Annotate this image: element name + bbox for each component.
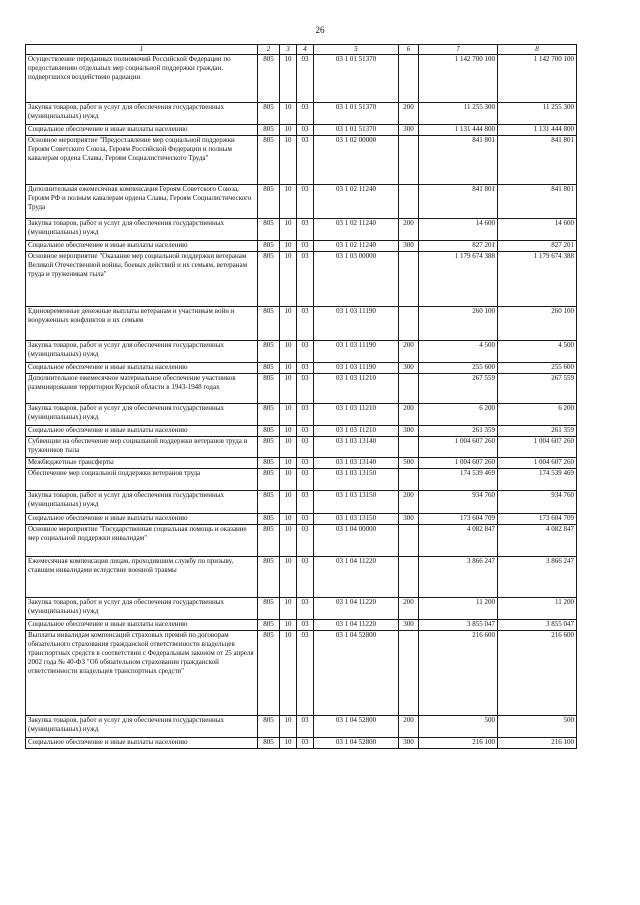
table-row xyxy=(26,598,577,620)
glava-cell: 805 xyxy=(258,363,280,374)
row-name-cell: Закупка товаров, работ и услуг для обеспечения государственных (муниципальных) нужд xyxy=(26,598,258,620)
row-name-cell: Основное мероприятие "Государственная социальная помощь и оказание мер социальной поддержки инвалидам" xyxy=(26,525,258,557)
target-article-cell: 03 1 02 11240 xyxy=(314,241,399,252)
glava-cell: 805 xyxy=(258,631,280,716)
glava-cell: 805 xyxy=(258,514,280,525)
amount-cell: 1 131 444 800 xyxy=(498,125,577,136)
amount-cell: 11 255 300 xyxy=(498,103,577,125)
budget-table xyxy=(25,44,577,749)
amount-cell: 1 004 607 260 xyxy=(419,437,498,458)
amount-cell: 11 200 xyxy=(419,598,498,620)
expense-type-cell: 200 xyxy=(399,716,419,738)
row-name-cell: Выплаты инвалидам компенсаций страховых премий по договорам обязательного страхования гражданской ответственности владельцев транспортных средств в соответствии с Федеральным законом от 25 апреля 2002 года № 40-ФЗ "Об обязательном страховании гражданской ответственности владельцев транспортных средств" xyxy=(26,631,258,716)
expense-type-cell xyxy=(399,55,419,103)
column-number: 6 xyxy=(399,45,419,55)
table-row xyxy=(26,55,577,103)
podrazdel-cell: 03 xyxy=(297,125,314,136)
expense-type-cell: 200 xyxy=(399,598,419,620)
expense-type-cell xyxy=(399,252,419,307)
table-row xyxy=(26,557,577,598)
column-number: 5 xyxy=(314,45,399,55)
podrazdel-cell: 03 xyxy=(297,363,314,374)
target-article-cell: 03 1 01 51370 xyxy=(314,125,399,136)
column-number: 7 xyxy=(419,45,498,55)
glava-cell: 805 xyxy=(258,598,280,620)
expense-type-cell xyxy=(399,437,419,458)
amount-cell: 174 539 469 xyxy=(498,469,577,491)
row-name-cell: Закупка товаров, работ и услуг для обеспечения государственных (муниципальных) нужд xyxy=(26,404,258,426)
razdel-cell: 10 xyxy=(280,437,297,458)
row-name-cell: Социальное обеспечение и иные выплаты населению xyxy=(26,620,258,631)
row-name-cell: Субвенции на обеспечение мер социальной поддержки ветеранов труда и тружеников тыла xyxy=(26,437,258,458)
amount-cell: 1 179 674 388 xyxy=(498,252,577,307)
table-row xyxy=(26,514,577,525)
amount-cell: 500 xyxy=(498,716,577,738)
glava-cell: 805 xyxy=(258,557,280,598)
glava-cell: 805 xyxy=(258,525,280,557)
podrazdel-cell: 03 xyxy=(297,557,314,598)
razdel-cell: 10 xyxy=(280,241,297,252)
table-row xyxy=(26,469,577,491)
table-row xyxy=(26,404,577,426)
amount-cell: 3 866 247 xyxy=(498,557,577,598)
podrazdel-cell: 03 xyxy=(297,458,314,469)
razdel-cell: 10 xyxy=(280,125,297,136)
amount-cell: 1 179 674 388 xyxy=(419,252,498,307)
expense-type-cell xyxy=(399,374,419,404)
amount-cell: 255 600 xyxy=(498,363,577,374)
razdel-cell: 10 xyxy=(280,363,297,374)
target-article-cell: 03 1 03 13140 xyxy=(314,458,399,469)
podrazdel-cell: 03 xyxy=(297,374,314,404)
razdel-cell: 10 xyxy=(280,631,297,716)
target-article-cell: 03 1 03 11210 xyxy=(314,374,399,404)
razdel-cell: 10 xyxy=(280,458,297,469)
razdel-cell: 10 xyxy=(280,55,297,103)
table-row xyxy=(26,241,577,252)
table-row xyxy=(26,341,577,363)
podrazdel-cell: 03 xyxy=(297,738,314,749)
target-article-cell: 03 1 03 11210 xyxy=(314,426,399,437)
expense-type-cell: 300 xyxy=(399,620,419,631)
razdel-cell: 10 xyxy=(280,491,297,514)
target-article-cell: 03 1 02 11240 xyxy=(314,185,399,219)
target-article-cell: 03 1 04 52800 xyxy=(314,716,399,738)
glava-cell: 805 xyxy=(258,426,280,437)
amount-cell: 173 604 709 xyxy=(498,514,577,525)
glava-cell: 805 xyxy=(258,136,280,185)
amount-cell: 1 004 607 260 xyxy=(498,437,577,458)
amount-cell: 11 200 xyxy=(498,598,577,620)
target-article-cell: 03 1 03 11210 xyxy=(314,404,399,426)
razdel-cell: 10 xyxy=(280,738,297,749)
row-name-cell: Закупка товаров, работ и услуг для обеспечения государственных (муниципальных) нужд xyxy=(26,716,258,738)
glava-cell: 805 xyxy=(258,437,280,458)
expense-type-cell: 200 xyxy=(399,219,419,241)
expense-type-cell xyxy=(399,136,419,185)
podrazdel-cell: 03 xyxy=(297,598,314,620)
podrazdel-cell: 03 xyxy=(297,103,314,125)
column-number: 2 xyxy=(258,45,280,55)
podrazdel-cell: 03 xyxy=(297,252,314,307)
amount-cell: 216 600 xyxy=(498,631,577,716)
podrazdel-cell: 03 xyxy=(297,620,314,631)
glava-cell: 805 xyxy=(258,620,280,631)
target-article-cell: 03 1 04 11220 xyxy=(314,620,399,631)
expense-type-cell: 300 xyxy=(399,738,419,749)
expense-type-cell xyxy=(399,185,419,219)
table-row xyxy=(26,219,577,241)
amount-cell: 841 801 xyxy=(498,136,577,185)
amount-cell: 841 801 xyxy=(419,185,498,219)
razdel-cell: 10 xyxy=(280,307,297,341)
podrazdel-cell: 03 xyxy=(297,469,314,491)
target-article-cell: 03 1 02 11240 xyxy=(314,219,399,241)
row-name-cell: Социальное обеспечение и иные выплаты населению xyxy=(26,514,258,525)
glava-cell: 805 xyxy=(258,469,280,491)
row-name-cell: Закупка товаров, работ и услуг для обеспечения государственных (муниципальных) нужд xyxy=(26,341,258,363)
column-number: 3 xyxy=(280,45,297,55)
amount-cell: 261 359 xyxy=(419,426,498,437)
glava-cell: 805 xyxy=(258,185,280,219)
amount-cell: 934 760 xyxy=(498,491,577,514)
row-name-cell: Социальное обеспечение и иные выплаты населению xyxy=(26,426,258,437)
amount-cell: 4 500 xyxy=(498,341,577,363)
target-article-cell: 03 1 04 11220 xyxy=(314,598,399,620)
row-name-cell: Межбюджетные трансферты xyxy=(26,458,258,469)
target-article-cell: 03 1 03 13150 xyxy=(314,514,399,525)
expense-type-cell xyxy=(399,525,419,557)
table-row xyxy=(26,252,577,307)
row-name-cell: Закупка товаров, работ и услуг для обеспечения государственных (муниципальных) нужд xyxy=(26,491,258,514)
glava-cell: 805 xyxy=(258,55,280,103)
razdel-cell: 10 xyxy=(280,469,297,491)
amount-cell: 267 559 xyxy=(498,374,577,404)
target-article-cell: 03 1 03 11190 xyxy=(314,307,399,341)
amount-cell: 260 100 xyxy=(419,307,498,341)
target-article-cell: 03 1 03 13140 xyxy=(314,437,399,458)
table-row xyxy=(26,136,577,185)
podrazdel-cell: 03 xyxy=(297,341,314,363)
expense-type-cell xyxy=(399,631,419,716)
razdel-cell: 10 xyxy=(280,514,297,525)
target-article-cell: 03 1 03 13150 xyxy=(314,469,399,491)
podrazdel-cell: 03 xyxy=(297,136,314,185)
podrazdel-cell: 03 xyxy=(297,514,314,525)
target-article-cell: 03 1 01 51370 xyxy=(314,103,399,125)
razdel-cell: 10 xyxy=(280,374,297,404)
amount-cell: 255 600 xyxy=(419,363,498,374)
expense-type-cell xyxy=(399,307,419,341)
glava-cell: 805 xyxy=(258,404,280,426)
table-row xyxy=(26,363,577,374)
amount-cell: 3 855 047 xyxy=(419,620,498,631)
table-row xyxy=(26,631,577,716)
expense-type-cell: 300 xyxy=(399,241,419,252)
amount-cell: 216 100 xyxy=(498,738,577,749)
target-article-cell: 03 1 03 11190 xyxy=(314,341,399,363)
table-row xyxy=(26,525,577,557)
table-row xyxy=(26,103,577,125)
amount-cell: 827 201 xyxy=(498,241,577,252)
column-number: 8 xyxy=(498,45,577,55)
podrazdel-cell: 03 xyxy=(297,716,314,738)
razdel-cell: 10 xyxy=(280,557,297,598)
amount-cell: 500 xyxy=(419,716,498,738)
target-article-cell: 03 1 03 13150 xyxy=(314,491,399,514)
table-row xyxy=(26,716,577,738)
row-name-cell: Ежемесячная компенсация лицам, проходившим службу по призыву, ставшим инвалидами вследствие военной травмы xyxy=(26,557,258,598)
expense-type-cell: 200 xyxy=(399,491,419,514)
razdel-cell: 10 xyxy=(280,598,297,620)
row-name-cell: Социальное обеспечение и иные выплаты населению xyxy=(26,738,258,749)
row-name-cell: Осуществление переданных полномочий Российской Федерации по предоставлению отдельных мер социальной поддержки граждан, подвергшихся воздействию радиации xyxy=(26,55,258,103)
amount-cell: 6 200 xyxy=(419,404,498,426)
row-name-cell: Единовременные денежные выплаты ветеранам и участникам войн и вооруженных конфликтов и их семьям xyxy=(26,307,258,341)
row-name-cell: Социальное обеспечение и иные выплаты населению xyxy=(26,125,258,136)
row-name-cell: Обеспечение мер социальной поддержки ветеранов труда xyxy=(26,469,258,491)
expense-type-cell: 500 xyxy=(399,458,419,469)
amount-cell: 3 866 247 xyxy=(419,557,498,598)
podrazdel-cell: 03 xyxy=(297,185,314,219)
target-article-cell: 03 1 03 00000 xyxy=(314,252,399,307)
amount-cell: 934 760 xyxy=(419,491,498,514)
column-number-row xyxy=(26,45,577,55)
amount-cell: 14 600 xyxy=(498,219,577,241)
amount-cell: 1 004 607 260 xyxy=(419,458,498,469)
table-row xyxy=(26,307,577,341)
amount-cell: 4 082 847 xyxy=(498,525,577,557)
amount-cell: 174 539 469 xyxy=(419,469,498,491)
row-name-cell: Закупка товаров, работ и услуг для обеспечения государственных (муниципальных) нужд xyxy=(26,219,258,241)
razdel-cell: 10 xyxy=(280,136,297,185)
amount-cell: 3 855 047 xyxy=(498,620,577,631)
amount-cell: 260 100 xyxy=(498,307,577,341)
amount-cell: 261 359 xyxy=(498,426,577,437)
expense-type-cell xyxy=(399,469,419,491)
glava-cell: 805 xyxy=(258,241,280,252)
target-article-cell: 03 1 04 52800 xyxy=(314,631,399,716)
podrazdel-cell: 03 xyxy=(297,55,314,103)
razdel-cell: 10 xyxy=(280,341,297,363)
row-name-cell: Дополнительное ежемесячное материальное обеспечение участников разминирования территории Курской области в 1943-1948 годах xyxy=(26,374,258,404)
amount-cell: 841 801 xyxy=(498,185,577,219)
glava-cell: 805 xyxy=(258,103,280,125)
glava-cell: 805 xyxy=(258,491,280,514)
target-article-cell: 03 1 04 00000 xyxy=(314,525,399,557)
podrazdel-cell: 03 xyxy=(297,437,314,458)
amount-cell: 6 200 xyxy=(498,404,577,426)
expense-type-cell: 300 xyxy=(399,363,419,374)
amount-cell: 1 142 700 100 xyxy=(419,55,498,103)
razdel-cell: 10 xyxy=(280,426,297,437)
amount-cell: 14 600 xyxy=(419,219,498,241)
amount-cell: 267 559 xyxy=(419,374,498,404)
amount-cell: 173 604 709 xyxy=(419,514,498,525)
target-article-cell: 03 1 03 11190 xyxy=(314,363,399,374)
amount-cell: 827 201 xyxy=(419,241,498,252)
column-number: 4 xyxy=(297,45,314,55)
amount-cell: 1 004 607 260 xyxy=(498,458,577,469)
podrazdel-cell: 03 xyxy=(297,426,314,437)
glava-cell: 805 xyxy=(258,738,280,749)
amount-cell: 1 142 700 100 xyxy=(498,55,577,103)
glava-cell: 805 xyxy=(258,374,280,404)
row-name-cell: Социальное обеспечение и иные выплаты населению xyxy=(26,363,258,374)
razdel-cell: 10 xyxy=(280,185,297,219)
podrazdel-cell: 03 xyxy=(297,525,314,557)
podrazdel-cell: 03 xyxy=(297,241,314,252)
glava-cell: 805 xyxy=(258,458,280,469)
table-body xyxy=(26,55,577,749)
glava-cell: 805 xyxy=(258,716,280,738)
row-name-cell: Дополнительная ежемесячная компенсация Героям Советского Союза, Героям РФ и полным кавалерам ордена Славы, Героям Социалистического Труда xyxy=(26,185,258,219)
razdel-cell: 10 xyxy=(280,103,297,125)
expense-type-cell xyxy=(399,557,419,598)
amount-cell: 216 600 xyxy=(419,631,498,716)
expense-type-cell: 200 xyxy=(399,341,419,363)
glava-cell: 805 xyxy=(258,307,280,341)
row-name-cell: Социальное обеспечение и иные выплаты населению xyxy=(26,241,258,252)
amount-cell: 216 100 xyxy=(419,738,498,749)
table-row xyxy=(26,125,577,136)
razdel-cell: 10 xyxy=(280,716,297,738)
podrazdel-cell: 03 xyxy=(297,404,314,426)
target-article-cell: 03 1 02 00000 xyxy=(314,136,399,185)
target-article-cell: 03 1 01 51370 xyxy=(314,55,399,103)
table-row xyxy=(26,185,577,219)
row-name-cell: Основное мероприятие "Предоставление мер социальной поддержки Героям Советского Союза, Героям Российской Федерации и полным кавалерам ордена Славы, Героям Социалистического Труда" xyxy=(26,136,258,185)
table-row xyxy=(26,374,577,404)
table-row xyxy=(26,437,577,458)
table-row xyxy=(26,426,577,437)
razdel-cell: 10 xyxy=(280,219,297,241)
expense-type-cell: 200 xyxy=(399,404,419,426)
row-name-cell: Закупка товаров, работ и услуг для обеспечения государственных (муниципальных) нужд xyxy=(26,103,258,125)
table-row xyxy=(26,491,577,514)
target-article-cell: 03 1 04 52800 xyxy=(314,738,399,749)
razdel-cell: 10 xyxy=(280,252,297,307)
podrazdel-cell: 03 xyxy=(297,219,314,241)
razdel-cell: 10 xyxy=(280,404,297,426)
row-name-cell: Основное мероприятие "Оказание мер социальной поддержки ветеранам Великой Отечественной войны, боевых действий и их семьям, ветеранам труда и труженикам тыла" xyxy=(26,252,258,307)
column-number: 1 xyxy=(26,45,258,55)
glava-cell: 805 xyxy=(258,252,280,307)
target-article-cell: 03 1 04 11220 xyxy=(314,557,399,598)
page-number: 26 xyxy=(315,25,325,35)
amount-cell: 11 255 300 xyxy=(419,103,498,125)
amount-cell: 1 131 444 800 xyxy=(419,125,498,136)
podrazdel-cell: 03 xyxy=(297,631,314,716)
table-row xyxy=(26,738,577,749)
amount-cell: 4 500 xyxy=(419,341,498,363)
razdel-cell: 10 xyxy=(280,620,297,631)
razdel-cell: 10 xyxy=(280,525,297,557)
podrazdel-cell: 03 xyxy=(297,307,314,341)
table-row xyxy=(26,458,577,469)
amount-cell: 4 082 847 xyxy=(419,525,498,557)
expense-type-cell: 300 xyxy=(399,514,419,525)
amount-cell: 841 801 xyxy=(419,136,498,185)
glava-cell: 805 xyxy=(258,341,280,363)
table-row xyxy=(26,620,577,631)
expense-type-cell: 200 xyxy=(399,103,419,125)
glava-cell: 805 xyxy=(258,125,280,136)
glava-cell: 805 xyxy=(258,219,280,241)
expense-type-cell: 300 xyxy=(399,125,419,136)
podrazdel-cell: 03 xyxy=(297,491,314,514)
expense-type-cell: 300 xyxy=(399,426,419,437)
